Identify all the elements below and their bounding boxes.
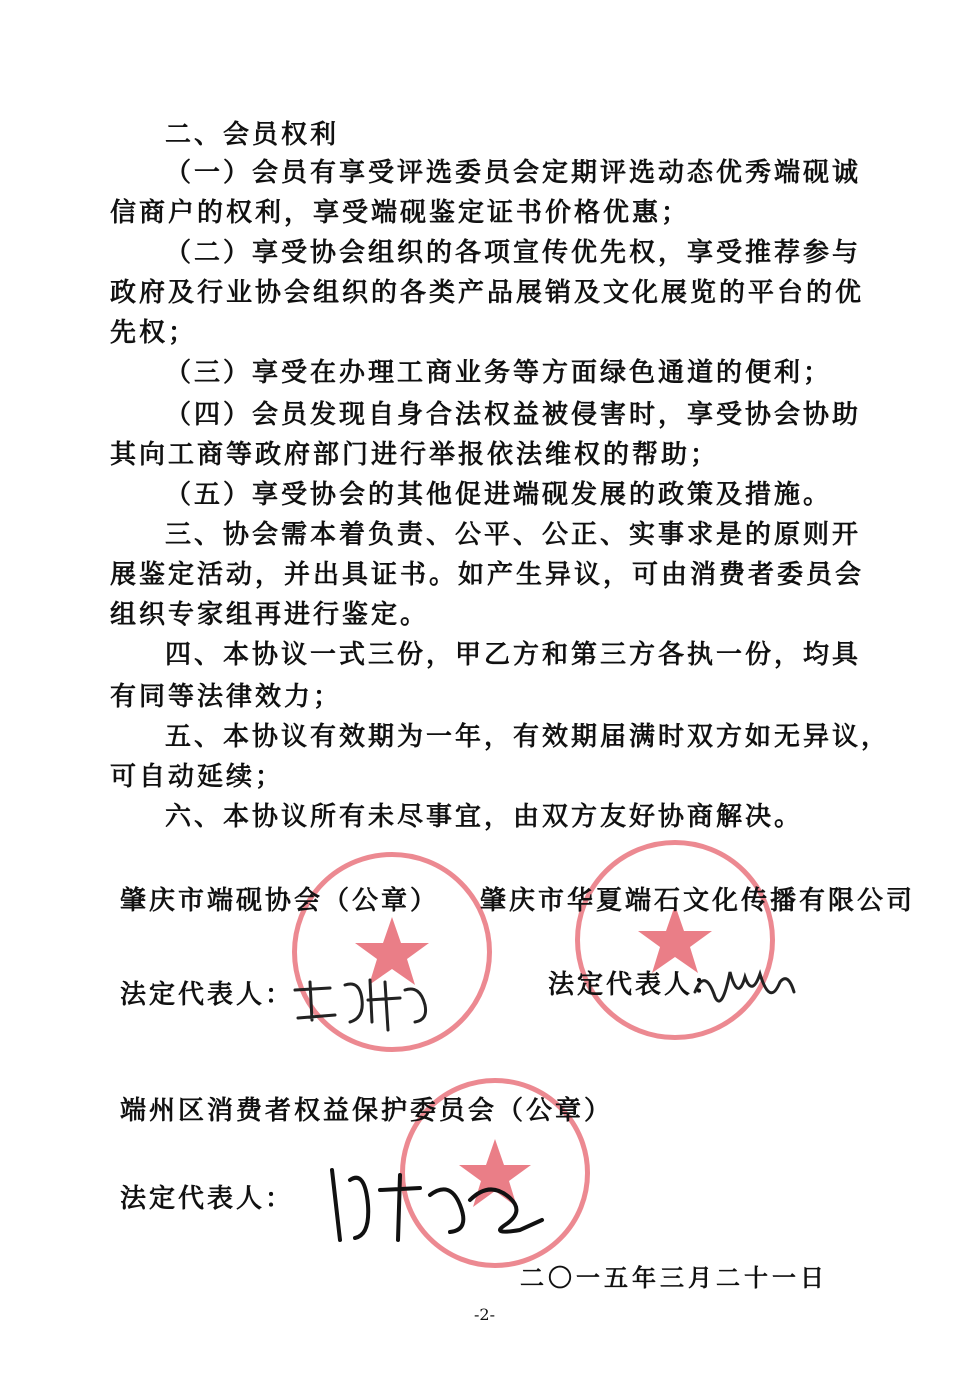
party-a-label: 肇庆市端砚协会（公章）	[120, 886, 440, 916]
body-line: （三）享受在办理工商业务等方面绿色通道的便利；	[165, 358, 833, 388]
body-line: 四、本协议一式三份，甲乙方和第三方各执一份，均具	[165, 640, 862, 670]
body-line: （一）会员有享受评选委员会定期评选动态优秀端砚诚	[165, 158, 862, 188]
body-line: （二）享受协会组织的各项宣传优先权，享受推荐参与	[165, 238, 862, 268]
body-line: 信商户的权利，享受端砚鉴定证书价格优惠；	[110, 198, 691, 228]
section-heading-member-rights: 二、会员权利	[165, 120, 340, 150]
body-line: 六、本协议所有未尽事宜，由双方友好协商解决。	[165, 802, 804, 832]
body-line: 组织专家组再进行鉴定。	[110, 600, 430, 630]
page-number: -2-	[474, 1305, 495, 1324]
body-line: 政府及行业协会组织的各类产品展销及文化展览的平台的优	[110, 278, 865, 308]
party-b-label: 肇庆市华夏端石文化传播有限公司	[480, 886, 916, 916]
body-line: （四）会员发现自身合法权益被侵害时，享受协会协助	[165, 400, 862, 430]
party-c-label: 端州区消费者权益保护委员会（公章）	[120, 1096, 614, 1126]
body-line: 可自动延续；	[110, 762, 285, 792]
body-line: （五）享受协会的其他促进端砚发展的政策及措施。	[165, 480, 833, 510]
rep-a-label: 法定代表人：	[120, 980, 295, 1010]
body-line: 有同等法律效力；	[110, 682, 343, 712]
signature-b-icon	[690, 952, 800, 1022]
rep-c-label: 法定代表人：	[120, 1184, 295, 1214]
body-line: 展鉴定活动，并出具证书。如产生异议，可由消费者委员会	[110, 560, 865, 590]
rep-b-label: 法定代表人：	[548, 970, 723, 1000]
signature-a-icon	[290, 960, 450, 1040]
body-line: 其向工商等政府部门进行举报依法维权的帮助；	[110, 440, 720, 470]
signing-date: 二〇一五年三月二十一日	[520, 1263, 828, 1292]
body-line: 先权；	[110, 318, 198, 348]
body-line: 五、本协议有效期为一年，有效期届满时双方如无异议，	[165, 722, 891, 752]
body-line: 三、协会需本着负责、公平、公正、实事求是的原则开	[165, 520, 862, 550]
signature-c-icon	[320, 1150, 550, 1250]
